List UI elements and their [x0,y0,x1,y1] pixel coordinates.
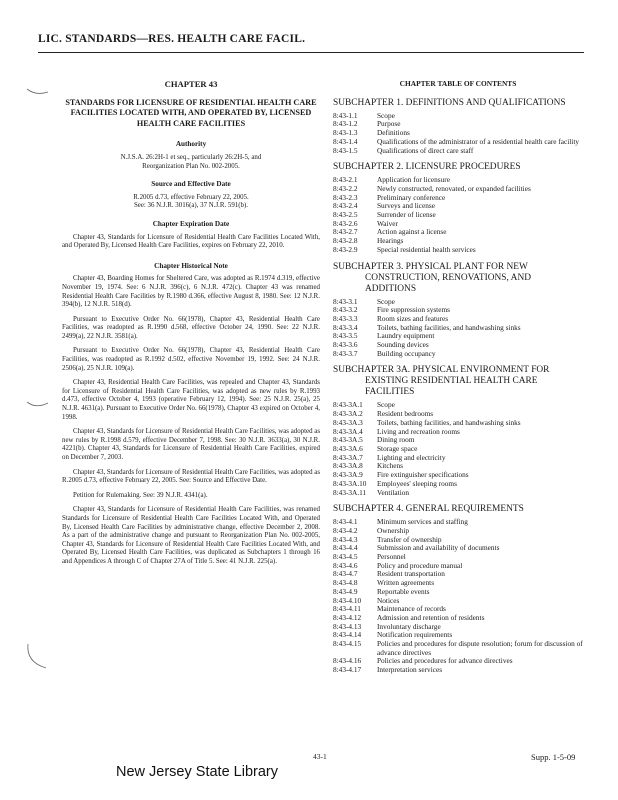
toc-section-number: 8:43-1.4 [333,136,358,146]
toc-subchapter-title-line: EXISTING RESIDENTIAL HEALTH CARE [365,376,538,387]
toc-section-number: 8:43-1.5 [333,145,358,155]
margin-mark-2 [24,398,52,412]
toc-entry [333,306,583,315]
toc-subchapter-title-line: SUBCHAPTER 2. LICENSURE PROCEDURES [333,162,521,173]
toc-section-number: 8:43-3A.1 [333,400,363,410]
toc-section-number: 8:43-3.2 [333,305,358,315]
toc-section-number: 8:43-4.2 [333,525,358,535]
toc-section-number: 8:43-2.7 [333,227,358,237]
toc-subchapter-heading [333,365,583,398]
toc-section-title: Laundry equipment [377,331,435,341]
toc-section-number: 8:43-3.3 [333,313,358,323]
toc-section-number: 8:43-2.4 [333,201,358,211]
toc-entry [333,471,583,480]
toc-section-number: 8:43-3A.5 [333,435,363,445]
toc-section-number: 8:43-3A.8 [333,461,363,471]
history-paragraph: Chapter 43, Standards for Licensure of Residential Health Care Facilities, was renamed Standards for Licensure of Residential Health Care Facilities Located With, and Operated By, Licensed Health Care Facilities by administrative change, effective December 2, 2008. As a part of the administrative change and pursuant to Reorganization Plan No. 002-2005, Chapter 43, Standards for Licensure of Residential Health Care Facilities Located With, and Operated By, Licensed Health Care Facilities, was duplicated as Subchapters 1 through 16 and Appendices A through C of Chapter 27A of Title 5. See: 41 N.J.R. 225(a). [62,506,320,565]
toc-entry [333,194,583,203]
toc-entry [333,640,583,657]
toc-section-title: Application for licensure [377,175,450,185]
toc-section-title: Hearings [377,236,404,246]
chapter-title: STANDARDS FOR LICENSURE OF RESIDENTIAL HEALTH CARE FACILITIES LOCATED WITH, AND OPERATED BY, LICENSED HEALTH CARE FACILITIES [65,97,317,128]
toc-section-number: 8:43-3A.7 [333,452,363,462]
toc-entry [333,527,583,536]
toc-section-title: Kitchens [377,461,403,471]
history-paragraph: Pursuant to Executive Order No. 66(1978), Chapter 43, Residential Health Care Facilities, was readopted as R.1992 d.502, effective November 19, 1992. See: 24 N.J.R. 2506(a), 25 N.J.R. 109(a). [62,347,320,372]
toc-section-title: Resident transportation [377,569,445,579]
toc-section-title: Transfer of ownership [377,534,442,544]
toc-body [333,98,583,675]
toc-section-number: 8:43-3A.2 [333,409,363,419]
toc-section-number: 8:43-2.9 [333,244,358,254]
header-rule [38,52,584,53]
toc-section-title: Policies and procedures for dispute resolution; forum for discussion of advance directives [377,639,583,657]
toc-entry [333,202,583,211]
toc-section-title: Building occupancy [377,348,436,358]
toc-section-title: Scope [377,400,395,410]
toc-subchapter-title-line: SUBCHAPTER 3. PHYSICAL PLANT FOR NEW [333,261,528,272]
toc-entry [333,614,583,623]
authority-heading: Authority [175,140,207,149]
toc-entry [333,454,583,463]
toc-section-number: 8:43-1.1 [333,110,358,120]
toc-section-title: Waiver [377,218,398,228]
toc-section-title: Living and recreation rooms [377,426,460,436]
toc-subchapter-title-line: SUBCHAPTER 3A. PHYSICAL ENVIRONMENT FOR [333,365,550,376]
toc-section-title: Notices [377,595,400,605]
source-line-2: See: 36 N.J.R. 3016(a), 37 N.J.R. 591(b). [133,202,249,210]
toc-subchapter-heading [333,262,583,295]
toc-section-title: Purpose [377,119,401,129]
history-paragraph: Pursuant to Executive Order No. 66(1978), Chapter 43, Residential Health Care Facilities, was readopted as R.1990 d.568, effective October 24, 1990. See: 22 N.J.R. 2499(a), 22 N.J.R. 3581(a). [62,315,320,340]
toc-subchapter-title-line: SUBCHAPTER 4. GENERAL REQUIREMENTS [333,504,524,515]
authority-line-1: N.J.S.A. 26:2H-1 et seq., particularly 26:2H-5, and [120,153,262,161]
toc-entry [333,324,583,333]
history-paragraph: Chapter 43, Standards for Licensure of Residential Health Care Facilities, was adopted as R.2005 d.73, effective February 22, 2005. See: Source and Effective Date. [62,468,320,485]
toc-section-number: 8:43-4.17 [333,665,362,675]
toc-section-number: 8:43-3.7 [333,348,358,358]
history-paragraph: Petition for Rulemaking. See: 39 N.J.R. 4341(a). [73,491,208,499]
toc-section-title: Personnel [377,552,406,562]
toc-section-title: Toilets, bathing facilities, and handwashing sinks [377,322,521,332]
toc-section-title: Fire extinguisher specifications [377,470,469,480]
toc-section-number: 8:43-4.13 [333,621,362,631]
toc-section-number: 8:43-4.8 [333,578,358,588]
toc-section-title: Scope [377,110,395,120]
toc-entry [333,428,583,437]
toc-section-number: 8:43-4.4 [333,543,358,553]
toc-entry [333,518,583,527]
toc-subchapter-title-line: SUBCHAPTER 1. DEFINITIONS AND QUALIFICATIONS [333,97,566,108]
toc-subchapter-heading [333,98,583,109]
source-line-1: R.2005 d.73, effective February 22, 2005. [133,193,249,201]
toc-section-number: 8:43-3A.3 [333,417,363,427]
toc-subchapter-heading [333,504,583,515]
toc-section-title: Surrender of license [377,210,436,220]
toc-section-title: Special residential health services [377,244,476,254]
toc-entry [333,489,583,498]
toc-entry [333,588,583,597]
expiration-text: Chapter 43, Standards for Licensure of Residential Health Care Facilities Located With, and Operated By, Licensed Health Care Facilities, expires on February 22, 2010. [62,233,320,250]
toc-section-title: Lighting and electricity [377,452,446,462]
toc-entry [333,623,583,632]
toc-entry [333,332,583,341]
toc-subchapter-title-line: ADDITIONS [365,283,417,294]
chapter-front-matter [62,80,320,573]
toc-entry [333,445,583,454]
history-heading: Chapter Historical Note [154,261,228,270]
toc-section-number: 8:43-1.2 [333,119,358,129]
toc-section-title: Newly constructed, renovated, or expanded facilities [377,183,531,193]
expiration-heading: Chapter Expiration Date [152,219,230,228]
toc-entry [333,666,583,675]
toc-section-number: 8:43-4.11 [333,604,361,614]
toc-section-number: 8:43-4.1 [333,517,358,527]
source-heading: Source and Effective Date [151,180,231,189]
toc-section-title: Maintenance of records [377,604,446,614]
toc-section-number: 8:43-4.14 [333,630,362,640]
chapter-label: CHAPTER 43 [164,79,218,89]
toc-entry [333,579,583,588]
toc-entry [333,480,583,489]
toc-entry [333,298,583,307]
toc-section-number: 8:43-4.6 [333,560,358,570]
toc-section-title: Minimum services and staffing [377,517,468,527]
toc-section-number: 8:43-4.9 [333,586,358,596]
toc-subchapter-title-line: FACILITIES [365,387,415,398]
margin-mark-3 [24,642,52,672]
toc-section-number: 8:43-3A.10 [333,478,367,488]
toc-section-title: Action against a license [377,227,447,237]
toc-section-title: Ventilation [377,487,410,497]
toc-section-number: 8:43-3.6 [333,340,358,350]
library-stamp: New Jersey State Library [116,764,278,780]
toc-section-title: Notification requirements [377,630,453,640]
toc-heading: CHAPTER TABLE OF CONTENTS [399,79,517,88]
toc-section-title: Fire suppression systems [377,305,450,315]
margin-mark-1 [24,86,52,100]
toc-section-title: Room sizes and features [377,313,449,323]
toc-section-number: 8:43-4.12 [333,612,362,622]
toc-section-title: Dining room [377,435,415,445]
toc-section-number: 8:43-2.2 [333,183,358,193]
toc-section-title: Admission and retention of residents [377,612,485,622]
toc-section-title: Preliminary conference [377,192,446,202]
toc-section-number: 8:43-2.6 [333,218,358,228]
toc-section-title: Submission and availability of documents [377,543,500,553]
toc-section-number: 8:43-3.1 [333,296,358,306]
toc-section-number: 8:43-4.16 [333,656,362,666]
toc-section-number: 8:43-3A.6 [333,443,363,453]
toc-subchapter-heading [333,162,583,173]
toc-section-number: 8:43-4.10 [333,595,362,605]
toc-entry [333,597,583,606]
toc-entry [333,220,583,229]
toc-section-title: Policies and procedures for advance directives [377,656,513,666]
toc-section-number: 8:43-2.1 [333,175,358,185]
toc-entry [333,185,583,194]
toc-section-title: Interpretation services [377,665,443,675]
toc-entry [333,246,583,255]
toc-entry [333,147,583,156]
toc-entry [333,350,583,359]
toc-section-title: Toilets, bathing facilities, and handwashing sinks [377,417,521,427]
toc-section-number: 8:43-2.5 [333,210,358,220]
toc-section-number: 8:43-4.3 [333,534,358,544]
toc-section-number: 8:43-3A.11 [333,487,367,497]
toc-section-title: Involuntary discharge [377,621,441,631]
page-number: 43-1 [313,752,327,761]
toc-entry [333,228,583,237]
toc-section-title: Qualifications of direct care staff [377,145,474,155]
toc-section-title: Definitions [377,128,410,138]
running-header: LIC. STANDARDS—RES. HEALTH CARE FACIL. [38,33,306,45]
toc-entry [333,341,583,350]
toc-entry [333,436,583,445]
toc-section-title: Sounding devices [377,340,429,350]
toc-section-number: 8:43-4.15 [333,639,362,649]
toc-entry [333,120,583,129]
toc-section-title: Resident bedrooms [377,409,434,419]
toc-subchapter-title-line: CONSTRUCTION, RENOVATIONS, AND [365,272,531,283]
toc-entry [333,570,583,579]
history-paragraph: Chapter 43, Boarding Homes for Sheltered Care, was adopted as R.1974 d.319, effective November 19, 1974. See: 6 N.J.R. 396(c), 6 N.J.R. 472(c). Chapter 43 was renamed Residential Health Care Facilities by R.1980 d.366, effective August 8, 1980. See: 12 N.J.R. 394(b), 12 N.J.R. 518(d). [62,275,320,309]
toc-section-number: 8:43-2.8 [333,236,358,246]
toc-section-title: Qualifications of the administrator of a residential health care facility [377,136,580,146]
toc-section-title: Employees' sleeping rooms [377,478,457,488]
toc-entry [333,657,583,666]
toc-entry [333,544,583,553]
toc-section-title: Written agreements [377,578,435,588]
toc-section-number: 8:43-1.3 [333,128,358,138]
toc-section-number: 8:43-4.5 [333,552,358,562]
toc-section-number: 8:43-2.3 [333,192,358,202]
toc-section-title: Surveys and license [377,201,435,211]
supplement-date: Supp. 1-5-09 [531,752,576,762]
toc-section-number: 8:43-3A.4 [333,426,363,436]
toc-section-title: Reportable events [377,586,430,596]
toc-entry [333,401,583,410]
history-paragraph: Chapter 43, Residential Health Care Facilities, was repealed and Chapter 43, Standards for Licensure of Residential Health Care Facilities, was adopted as new rules by R.1993 d.473, effective October 4, 1993 (operative February 12, 1994). See: 25 N.J.R. 25(a), 25 N.J.R. 4631(a). Pursuant to Executive Order No. 66(1978), Chapter 43 expired on October 4, 1998. [62,379,320,421]
toc-section-title: Storage space [377,443,418,453]
toc-entry [333,562,583,571]
toc-section-title: Policy and procedure manual [377,560,463,570]
authority-line-2: Reorganization Plan No. 002-2005. [142,162,240,170]
toc-section-title: Ownership [377,525,410,535]
toc-entry [333,211,583,220]
history-paragraph: Chapter 43, Standards for Licensure of Residential Health Care Facilities, was adopted as new rules by R.1998 d.579, effective December 7, 1998. See: 30 N.J.R. 3633(a), 30 N.J.R. 4221(b). Chapter 43, Standards for Licensure of Residential Health Care Facilities, expired on December 7, 2003. [62,428,320,461]
toc-entry [333,112,583,121]
toc-section-number: 8:43-3A.9 [333,470,363,480]
toc-section-title: Scope [377,296,395,306]
table-of-contents [333,80,583,675]
toc-section-number: 8:43-4.7 [333,569,358,579]
toc-section-number: 8:43-3.5 [333,331,358,341]
toc-section-number: 8:43-3.4 [333,322,358,332]
